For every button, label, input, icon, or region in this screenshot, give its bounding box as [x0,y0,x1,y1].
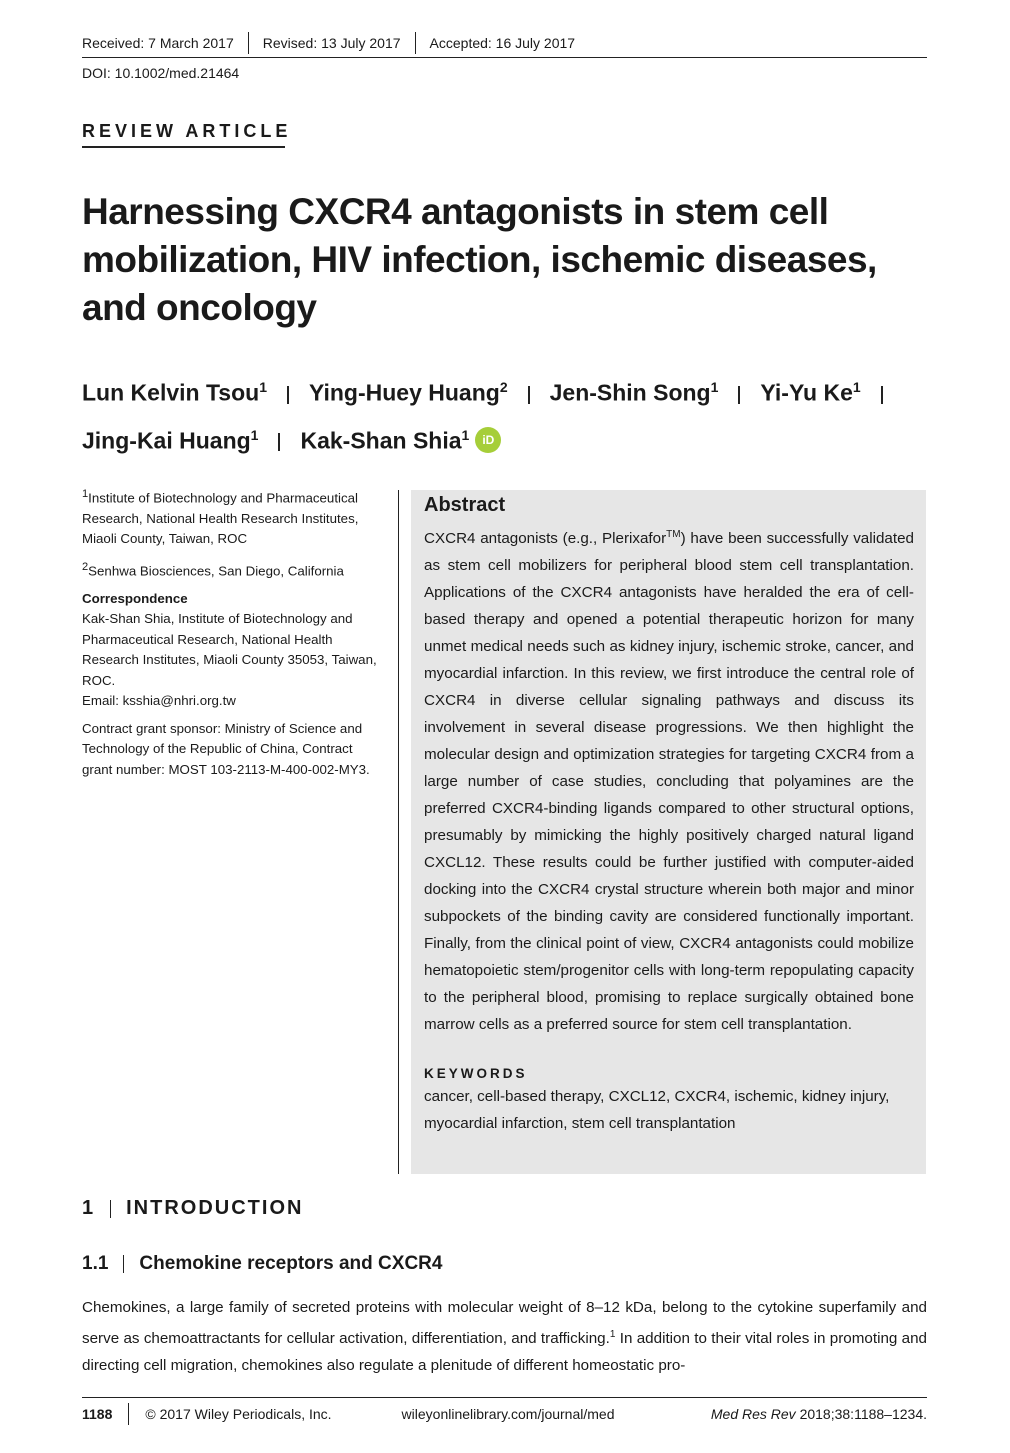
affiliation: $^2$Senhwa Biosciences, San Diego, California [82,560,344,579]
reference-link[interactable]: 1 [609,1329,616,1340]
divider [248,32,249,54]
article-type: REVIEW ARTICLE [82,121,292,141]
column-divider [398,490,399,1174]
received-date: Received: 7 March 2017 [82,35,234,51]
correspondence-text: Kak-Shan Shia, Institute of Biotechnology and Pharmaceutical Research, National Health Research Institutes, Miaoli County 35053, Taiwan, ROC. [82,611,377,688]
article-type-underline [82,146,285,148]
revised-date: Revised: 13 July 2017 [262,35,401,51]
accepted-date: Accepted: 16 July 2017 [429,35,576,51]
page-footer [82,1403,927,1425]
correspondence-label: Correspondence [82,590,188,606]
journal-url[interactable]: wileyonlinelibrary.com/journal/med [401,1406,615,1422]
keywords-text: cancer, cell-based therapy, CXCL12, CXCR4, ischemic, kidney injury, myocardial infarction, stem cell transplantation [424,1088,890,1133]
correspondence-email[interactable]: Email: ksshia@nhri.org.tw [82,693,236,709]
body-paragraph: Chemokines, a large family of secreted proteins with molecular weight of 8–12 kDa, belong to the cytokine superfamily and serve as chemoattractants for cellular activation, differentiation, and trafficking.$^1$ In addition to their vital roles in promoting and directing cell migration, chemokines also regulate a plenitude of different homeostatic pro- [82,1299,927,1375]
author[interactable]: Jen-Shin Song$^1$ [549,379,719,406]
author-separator [528,386,530,404]
author-separator [278,433,280,451]
divider [415,32,416,54]
affiliation: $^1$Institute of Biotechnology and Pharmaceutical Research, National Health Research Institutes, Miaoli County, Taiwan, ROC [82,488,359,547]
footer-rule [82,1397,927,1398]
copyright: © 2017 Wiley Periodicals, Inc. [145,1406,332,1422]
page-number: 1188 [82,1406,113,1422]
citation: Med Res Rev 2018;38:1188–1234. [710,1406,927,1422]
abstract-box [411,490,926,1174]
article-title: Harnessing CXCR4 antagonists in stem cell mobilization, HIV infection, ischemic diseases, and oncology [82,191,877,328]
author[interactable]: Yi-Yu Ke$^1$ [760,379,861,406]
grant-info: Contract grant sponsor: Ministry of Science and Technology of the Republic of China, Contract grant number: MOST 103-2113-M-400-002-MY3. [82,720,370,777]
author[interactable]: Kak-Shan Shia$^1$ [300,426,470,454]
article-dates [82,35,575,57]
author[interactable]: Lun Kelvin Tsou$^1$ [82,379,267,406]
section-heading: 1 INTRODUCTION [82,1197,304,1219]
author-separator [738,386,740,404]
subsection-heading: 1.1 Chemokine receptors and CXCR4 [82,1253,443,1274]
header-rule [82,57,927,58]
author-separator [287,386,289,404]
author-list [82,366,942,461]
doi[interactable]: DOI: 10.1002/med.21464 [82,65,240,81]
abstract-text: CXCR4 antagonists (e.g., Plerixafor™) have been successfully validated as stem cell mobilizers for peripheral blood stem cell transplantation. Applications of the CXCR4 antagonists have heralded the era of cell-based therapy and opened a potential therapeutic horizon for many unmet medical needs such as kidney injury, ischemic stroke, cancer, and myocardial infarction. In this review, we first introduce the central role of CXCR4 in diverse cellular signaling pathways and discuss its involvement in several disease progressions. We then highlight the molecular design and optimization strategies for targeting CXCR4 from a large number of case studies, concluding that polyamines are the preferred CXCR4-binding ligands compared to other structural options, presumably by mimicking the highly positively charged natural ligand CXCL12. These results could be further justified with computer-aided docking into the CXCR4 crystal structure wherein both major and minor subpockets of the binding cavity are considered functionally important. Finally, from the clinical point of view, CXCR4 antagonists could mobilize hematopoietic stem/progenitor cells with long-term repopulating capacity to the peripheral blood, promising to replace surgically obtained bone marrow cells as a preferred source for stem cell transplantation. [424,529,914,1034]
author-separator [881,386,883,404]
abstract-heading: Abstract [424,494,506,516]
author-info-column [82,484,384,787]
keywords-heading: KEYWORDS [424,1066,528,1082]
orcid-icon[interactable]: iD [475,427,501,453]
author[interactable]: Jing-Kai Huang$^1$ [82,426,259,454]
author[interactable]: Ying-Huey Huang$^2$ [308,379,508,406]
